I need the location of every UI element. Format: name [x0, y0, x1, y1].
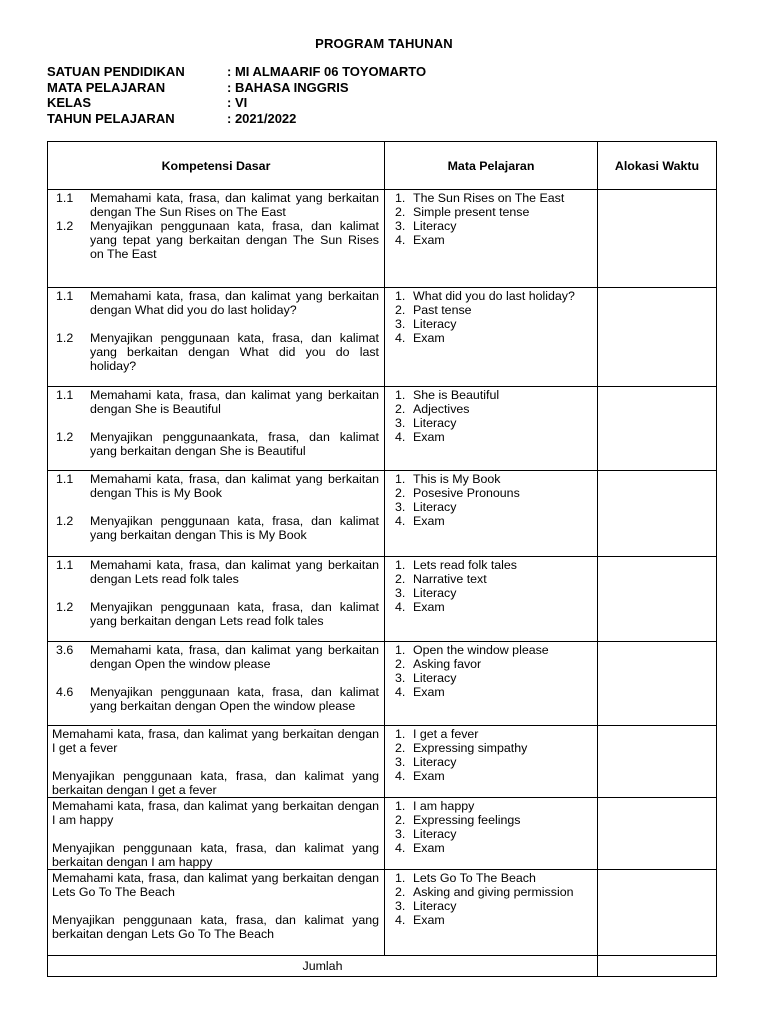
subject-item	[391, 685, 593, 699]
mata-pelajaran-cell	[385, 726, 598, 798]
subject-text: Lets read folk tales	[413, 558, 518, 572]
subject-number: 3.	[395, 671, 406, 685]
competency-item	[52, 727, 379, 755]
subject-number: 4.	[395, 913, 406, 927]
subject-item	[391, 827, 593, 841]
kompetensi-dasar-cell	[48, 471, 385, 557]
competency-number: 1.2	[56, 219, 74, 233]
subject-text: Literacy	[413, 671, 457, 685]
competency-item	[52, 289, 379, 317]
alokasi-waktu-cell	[598, 557, 717, 642]
subject-text: Exam	[413, 331, 445, 345]
subject-number: 1.	[395, 289, 406, 303]
subject-text: Exam	[413, 600, 445, 614]
alokasi-waktu-cell	[598, 726, 717, 798]
subject-number: 1.	[395, 871, 406, 885]
subject-number: 3.	[395, 317, 406, 331]
subject-number: 1.	[395, 799, 406, 813]
program-table	[47, 141, 717, 977]
header-mata-pelajaran: Mata Pelajaran	[385, 142, 598, 190]
subject-text: Exam	[413, 841, 445, 855]
competency-text: Menyajikan penggunaankata, frasa, dan kalimat yang berkaitan dengan She is Beautiful	[90, 430, 379, 458]
meta-key: KELAS	[47, 95, 92, 110]
subject-text: Expressing feelings	[413, 813, 521, 827]
meta-value: : 2021/2022	[227, 110, 297, 126]
subject-text: Asking and giving permission	[413, 885, 574, 899]
subject-text: Literacy	[413, 755, 457, 769]
subject-item	[391, 657, 593, 671]
subject-item	[391, 500, 593, 514]
meta-row	[47, 111, 426, 127]
subject-text: Open the window please	[413, 643, 549, 657]
subject-number: 1.	[395, 191, 406, 205]
competency-text: Memahami kata, frasa, dan kalimat yang berkaitan dengan The Sun Rises on The East	[90, 191, 379, 219]
mata-pelajaran-cell	[385, 190, 598, 288]
competency-item	[52, 388, 379, 416]
competency-text: Memahami kata, frasa, dan kalimat yang berkaitan dengan Lets Go To The Beach	[52, 871, 379, 899]
subject-text: The Sun Rises on The East	[413, 191, 565, 205]
mata-pelajaran-cell	[385, 642, 598, 726]
table-header-row	[48, 142, 717, 190]
subject-item	[391, 219, 593, 233]
table-row	[48, 642, 717, 726]
subject-number: 2.	[395, 657, 406, 671]
subject-number: 1.	[395, 643, 406, 657]
subject-item	[391, 191, 593, 205]
subject-text: Adjectives	[413, 402, 470, 416]
subject-number: 3.	[395, 416, 406, 430]
mata-pelajaran-cell	[385, 557, 598, 642]
subject-text: Literacy	[413, 416, 457, 430]
spacer	[52, 899, 379, 913]
competency-number: 4.6	[56, 685, 74, 699]
kompetensi-dasar-cell	[48, 642, 385, 726]
subject-item	[391, 486, 593, 500]
subject-number: 4.	[395, 841, 406, 855]
subject-text: I get a fever	[413, 727, 479, 741]
spacer	[52, 671, 379, 685]
competency-item	[52, 331, 379, 373]
kompetensi-dasar-cell	[48, 288, 385, 387]
competency-number: 3.6	[56, 643, 74, 657]
subject-item	[391, 769, 593, 783]
competency-text: Memahami kata, frasa, dan kalimat yang berkaitan dengan This is My Book	[90, 472, 379, 500]
subject-item	[391, 885, 593, 899]
competency-item	[52, 769, 379, 797]
competency-number: 1.2	[56, 331, 74, 345]
document-title: PROGRAM TAHUNAN	[315, 36, 453, 51]
subject-item	[391, 586, 593, 600]
header-kompetensi-dasar: Kompetensi Dasar	[48, 142, 385, 190]
competency-text: Memahami kata, frasa, dan kalimat yang berkaitan dengan I am happy	[52, 799, 379, 827]
subject-item	[391, 727, 593, 741]
mata-pelajaran-cell	[385, 288, 598, 387]
subject-number: 2.	[395, 572, 406, 586]
subject-number: 4.	[395, 769, 406, 783]
table-row	[48, 870, 717, 956]
subject-number: 4.	[395, 331, 406, 345]
competency-number: 1.1	[56, 289, 74, 303]
subject-text: Literacy	[413, 219, 457, 233]
alokasi-waktu-cell	[598, 387, 717, 471]
subject-number: 3.	[395, 219, 406, 233]
competency-text: Memahami kata, frasa, dan kalimat yang berkaitan dengan She is Beautiful	[90, 388, 379, 416]
subject-text: Lets Go To The Beach	[413, 871, 536, 885]
subject-item	[391, 899, 593, 913]
alokasi-waktu-cell	[598, 870, 717, 956]
subject-number: 4.	[395, 685, 406, 699]
subject-item	[391, 388, 593, 402]
table-row	[48, 387, 717, 471]
kompetensi-dasar-cell	[48, 557, 385, 642]
subject-number: 1.	[395, 558, 406, 572]
competency-item	[52, 558, 379, 586]
competency-item	[52, 430, 379, 458]
kompetensi-dasar-cell	[48, 726, 385, 798]
meta-row	[47, 80, 426, 96]
subject-item	[391, 799, 593, 813]
total-row	[48, 956, 717, 977]
competency-item	[52, 841, 379, 869]
subject-text: Literacy	[413, 500, 457, 514]
competency-number: 1.2	[56, 600, 74, 614]
meta-key: SATUAN PENDIDIKAN	[47, 64, 185, 79]
subject-item	[391, 402, 593, 416]
subject-number: 3.	[395, 827, 406, 841]
header-alokasi-waktu: Alokasi Waktu	[598, 142, 717, 190]
competency-text: Memahami kata, frasa, dan kalimat yang berkaitan dengan Open the window please	[90, 643, 379, 671]
subject-item	[391, 755, 593, 769]
alokasi-waktu-cell	[598, 288, 717, 387]
competency-item	[52, 219, 379, 261]
subject-text: Literacy	[413, 586, 457, 600]
subject-text: Exam	[413, 430, 445, 444]
spacer	[52, 586, 379, 600]
total-value-cell	[598, 956, 717, 977]
subject-number: 2.	[395, 813, 406, 827]
subject-number: 2.	[395, 741, 406, 755]
meta-row	[47, 95, 426, 111]
subject-number: 3.	[395, 899, 406, 913]
subject-number: 4.	[395, 600, 406, 614]
alokasi-waktu-cell	[598, 471, 717, 557]
subject-item	[391, 303, 593, 317]
subject-number: 4.	[395, 233, 406, 247]
subject-item	[391, 600, 593, 614]
subject-text: Exam	[413, 685, 445, 699]
subject-item	[391, 289, 593, 303]
subject-item	[391, 643, 593, 657]
competency-number: 1.1	[56, 388, 74, 402]
competency-number: 1.1	[56, 191, 74, 205]
mata-pelajaran-cell	[385, 798, 598, 870]
subject-item	[391, 233, 593, 247]
subject-text: Past tense	[413, 303, 472, 317]
competency-text: Memahami kata, frasa, dan kalimat yang berkaitan dengan I get a fever	[52, 727, 379, 755]
competency-text: Menyajikan penggunaan kata, frasa, dan kalimat yang tepat yang berkaitan dengan The Sun Rises on The East	[90, 219, 379, 261]
competency-text: Menyajikan penggunaan kata, frasa, dan kalimat yang berkaitan dengan What did you do last holiday?	[90, 331, 379, 373]
competency-item	[52, 685, 379, 713]
kompetensi-dasar-cell	[48, 870, 385, 956]
subject-text: I am happy	[413, 799, 475, 813]
subject-number: 3.	[395, 586, 406, 600]
kompetensi-dasar-cell	[48, 190, 385, 288]
subject-item	[391, 514, 593, 528]
competency-text: Menyajikan penggunaan kata, frasa, dan kalimat yang berkaitan dengan I get a fever	[52, 769, 379, 797]
total-label: Jumlah	[48, 956, 598, 977]
subject-number: 2.	[395, 885, 406, 899]
competency-text: Menyajikan penggunaan kata, frasa, dan kalimat yang berkaitan dengan Lets Go To The Beach	[52, 913, 379, 941]
competency-text: Menyajikan penggunaan kata, frasa, dan kalimat yang berkaitan dengan This is My Book	[90, 514, 379, 542]
subject-number: 3.	[395, 500, 406, 514]
subject-item	[391, 317, 593, 331]
meta-row	[47, 64, 426, 80]
competency-item	[52, 913, 379, 941]
subject-text: Literacy	[413, 827, 457, 841]
competency-item	[52, 600, 379, 628]
table-row	[48, 190, 717, 288]
competency-text: Menyajikan penggunaan kata, frasa, dan kalimat yang berkaitan dengan Open the window please	[90, 685, 379, 713]
meta-value: : VI	[227, 95, 248, 110]
competency-text: Menyajikan penggunaan kata, frasa, dan kalimat yang berkaitan dengan Lets read folk tales	[90, 600, 379, 628]
subject-text: What did you do last holiday?	[413, 289, 575, 303]
competency-text: Menyajikan penggunaan kata, frasa, dan kalimat yang berkaitan dengan I am happy	[52, 841, 379, 869]
table-row	[48, 288, 717, 387]
meta-key: TAHUN PELAJARAN	[47, 110, 175, 126]
mata-pelajaran-cell	[385, 387, 598, 471]
competency-number: 1.2	[56, 430, 74, 444]
alokasi-waktu-cell	[598, 642, 717, 726]
subject-text: This is My Book	[413, 472, 501, 486]
subject-number: 1.	[395, 472, 406, 486]
competency-item	[52, 191, 379, 219]
competency-item	[52, 514, 379, 542]
competency-item	[52, 643, 379, 671]
spacer	[52, 317, 379, 331]
subject-text: Asking favor	[413, 657, 482, 671]
subject-text: Expressing simpathy	[413, 741, 528, 755]
meta-value: : BAHASA INGGRIS	[227, 79, 349, 95]
subject-item	[391, 813, 593, 827]
table-row	[48, 557, 717, 642]
competency-item	[52, 799, 379, 827]
table-row	[48, 798, 717, 870]
competency-text: Memahami kata, frasa, dan kalimat yang berkaitan dengan What did you do last holiday?	[90, 289, 379, 317]
subject-number: 3.	[395, 755, 406, 769]
subject-text: Posesive Pronouns	[413, 486, 520, 500]
table-row	[48, 726, 717, 798]
subject-text: She is Beautiful	[413, 388, 500, 402]
spacer	[52, 827, 379, 841]
meta-key: MATA PELAJARAN	[47, 79, 166, 95]
competency-text: Memahami kata, frasa, dan kalimat yang berkaitan dengan Lets read folk tales	[90, 558, 379, 586]
subject-number: 1.	[395, 727, 406, 741]
spacer	[52, 416, 379, 430]
subject-number: 2.	[395, 486, 406, 500]
subject-item	[391, 741, 593, 755]
alokasi-waktu-cell	[598, 798, 717, 870]
subject-text: Exam	[413, 514, 445, 528]
subject-item	[391, 671, 593, 685]
alokasi-waktu-cell	[598, 190, 717, 288]
document-meta	[47, 64, 426, 126]
subject-text: Exam	[413, 769, 445, 783]
subject-text: Simple present tense	[413, 205, 530, 219]
subject-text: Exam	[413, 913, 445, 927]
subject-number: 2.	[395, 402, 406, 416]
subject-item	[391, 430, 593, 444]
kompetensi-dasar-cell	[48, 387, 385, 471]
competency-item	[52, 871, 379, 899]
subject-item	[391, 572, 593, 586]
table-body	[48, 190, 717, 956]
subject-number: 4.	[395, 430, 406, 444]
subject-number: 2.	[395, 303, 406, 317]
spacer	[52, 755, 379, 769]
subject-text: Narrative text	[413, 572, 487, 586]
table-row	[48, 471, 717, 557]
subject-item	[391, 205, 593, 219]
spacer	[52, 500, 379, 514]
subject-text: Literacy	[413, 317, 457, 331]
subject-number: 1.	[395, 388, 406, 402]
subject-item	[391, 841, 593, 855]
mata-pelajaran-cell	[385, 870, 598, 956]
subject-item	[391, 472, 593, 486]
competency-number: 1.1	[56, 558, 74, 572]
subject-number: 2.	[395, 205, 406, 219]
subject-item	[391, 871, 593, 885]
subject-item	[391, 331, 593, 345]
mata-pelajaran-cell	[385, 471, 598, 557]
competency-number: 1.2	[56, 514, 74, 528]
subject-item	[391, 558, 593, 572]
subject-text: Literacy	[413, 899, 457, 913]
competency-item	[52, 472, 379, 500]
subject-item	[391, 416, 593, 430]
competency-number: 1.1	[56, 472, 74, 486]
subject-item	[391, 913, 593, 927]
meta-value: : MI ALMAARIF 06 TOYOMARTO	[227, 64, 427, 79]
subject-text: Exam	[413, 233, 445, 247]
kompetensi-dasar-cell	[48, 798, 385, 870]
subject-number: 4.	[395, 514, 406, 528]
